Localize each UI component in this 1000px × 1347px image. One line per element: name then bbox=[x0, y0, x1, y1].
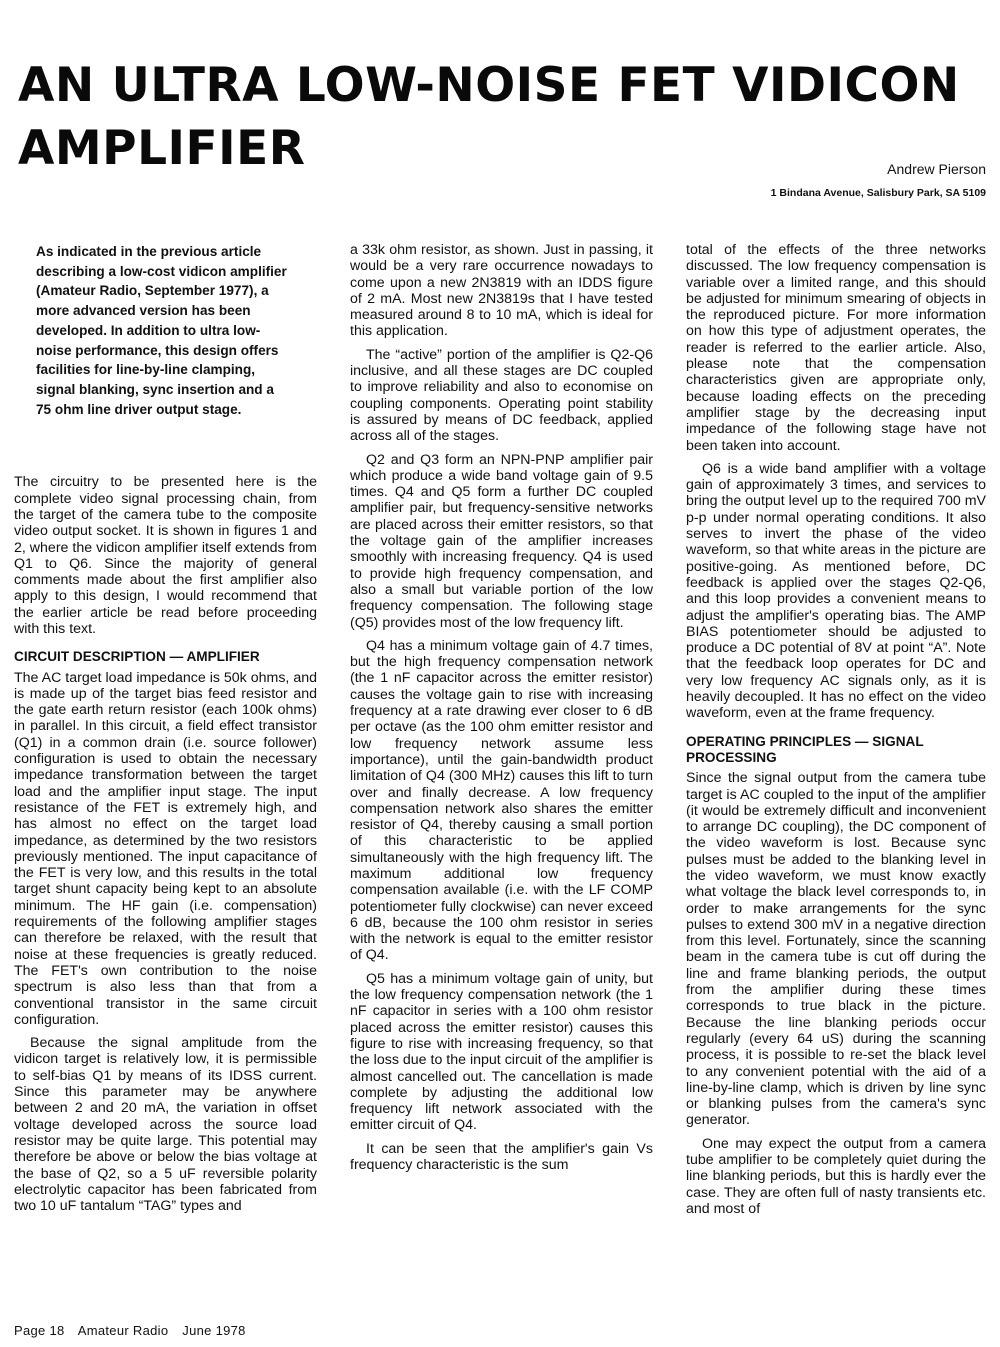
column-2 bbox=[350, 242, 653, 1180]
paragraph: Q6 is a wide band amplifier with a voltage gain of approximately 3 times, and services to bring the output level up to the required 700 mV p-p under normal operating conditions. It also serves to invert the phase of the video waveform, so that white areas in the picture are positive-going. As mentioned before, DC feedback is applied over the stages Q2-Q6, and this loop provides a convenient means to adjust the amplifier's operating bias. The AMP BIAS potentiometer should be adjusted to produce a DC potential of 8V at point “A”. Note that the feedback loop operates for DC and very low frequency AC signals only, as it is heavily decoupled. It has no effect on the video waveform, even at the frame frequency. bbox=[686, 460, 986, 722]
paragraph: The “active” portion of the amplifier is Q2-Q6 inclusive, and all these stages are DC coupled to improve reliability and also to economise on coupling components. Operating point stability is assured by means of DC feedback, applied across all of the stages. bbox=[350, 346, 653, 445]
paragraph: The AC target load impedance is 50k ohms, and is made up of the target bias feed resistor and the gate earth return resistor (each 100k ohms) in parallel. In this circuit, a field effect transistor (Q1) in a common drain (i.e. source follower) configuration is used to obtain the necessary impedance transformation between the target load and the amplifier input stage. The input resistance of the FET is extremely high, and has almost no effect on the target load impedance, as determined by the two resistors previously mentioned. The input capacitance of the FET is very low, and this results in the total target shunt capacity being kept to an absolute minimum. The HF gain (i.e. compensation) requirements of the following amplifier stages can therefore be relaxed, with the result that noise at these frequencies is greatly reduced. The FET's own contribution to the noise spectrum is also less than that from a conventional transistor in the same circuit configuration. bbox=[14, 669, 317, 1028]
column-1 bbox=[14, 242, 317, 1221]
paragraph: Because the signal amplitude from the vidicon target is relatively low, it is permissible to self-bias Q1 by means of its IDSS current. Since this parameter may be anywhere between 2 and 20 mA, the variation in offset voltage developed across the source load resistor may be quite large. This potential may therefore be above or below the bias voltage at the base of Q2, so a 5 uF reversible polarity electrolytic capacitor has been fabricated from two 10 uF tantalum “TAG” types and bbox=[14, 1035, 317, 1215]
issue-date: June 1978 bbox=[182, 1323, 246, 1338]
section-heading: CIRCUIT DESCRIPTION — AMPLIFIER bbox=[14, 649, 260, 665]
paragraph: total of the effects of the three networks discussed. The low frequency compensation is variable over a limited range, and this should be adjusted for minimum smearing of objects in the reproduced picture. For more information on how this type of adjustment operates, the reader is referred to the earlier article. Also, please note that the compensation characteristics given are appropriate only, because loading effects on the preceding amplifier stage by the decreasing input impedance of the following stage have not been taken into account. bbox=[686, 242, 986, 454]
paragraph: a 33k ohm resistor, as shown. Just in passing, it would be a very rare occurrence nowadays to come upon a new 2N3819 with an IDDS figure of 2 mA. Most new 2N3819s that I have tested measured around 8 to 10 mA, which is ideal for this application. bbox=[350, 242, 653, 340]
paragraph: The circuitry to be presented here is the complete video signal processing chain, from the target of the camera tube to the composite video output socket. It is shown in figures 1 and 2, where the vidicon amplifier itself extends from Q1 to Q6. Since the majority of general comments made about the first amplifier also apply to this design, I would recommend that the earlier article be read before proceeding with this text. bbox=[14, 474, 317, 637]
section-heading: OPERATING PRINCIPLES — SIGNAL PROCESSING bbox=[686, 733, 924, 765]
intro-paragraph: As indicated in the previous article describing a low-cost vidicon amplifier (Amateur Radio, September 1977), a more advanced version has been developed. In addition to ultra low-noise performance, this design offers facilities for line-by-line clamping, signal blanking, sync insertion and a 75 ohm line driver output stage. bbox=[36, 244, 287, 417]
author-address: 1 Bindana Avenue, Salisbury Park, SA 5109 bbox=[770, 187, 986, 199]
article-title: AN ULTRA LOW-NOISE FET VIDICON AMPLIFIER bbox=[18, 58, 960, 176]
byline bbox=[771, 160, 986, 202]
paragraph: Since the signal output from the camera tube target is AC coupled to the input of the amplifier (it would be extremely difficult and inconvenient to arrange DC coupling), the DC component of the video waveform is lost. Because sync pulses must be added to the blanking level in the video waveform, we must know exactly what voltage the black level corresponds to, in order to make arrangements for the sync pulses to extend 300 mV in a negative direction from this level. Fortunately, since the scanning beam in the camera tube is cut off during the line and frame blanking periods, the output from the amplifier during these times corresponds to true black in the picture. Because the line blanking periods occur regularly (every 64 uS) during the scanning process, it is possible to re-set the black level to any convenient potential with the aid of a line-by-line clamp, which is driven by line sync or blanking pulses from the camera's sync generator. bbox=[686, 770, 986, 1129]
paragraph: One may expect the output from a camera tube amplifier to be completely quiet during the line blanking periods, but this is hardly ever the case. They are often full of nasty transients etc. and most of bbox=[686, 1135, 986, 1217]
page-footer bbox=[14, 1323, 256, 1338]
paragraph: Q5 has a minimum voltage gain of unity, but the low frequency compensation network (the 1 nF capacitor in series with a 100 ohm resistor placed across the emitter resistor) causes this figure to rise with increasing frequency, so that the loss due to the input circuit of the amplifier is almost cancelled out. The cancellation is made complete by adjusting the additional low frequency lift network associated with the emitter circuit of Q4. bbox=[350, 970, 653, 1134]
column-3 bbox=[686, 242, 986, 1224]
author-name: Andrew Pierson bbox=[887, 161, 986, 177]
paragraph: Q4 has a minimum voltage gain of 4.7 times, but the high frequency compensation network (the 1 nF capacitor across the emitter resistor) causes the voltage gain to rise with increasing frequency at a rate drawing ever closer to 6 dB per octave (as the 100 ohm emitter resistor and low frequency network assume less importance), until the gain-bandwidth product limitation of Q4 (300 MHz) causes this lift to turn over and finally decrease. A low frequency compensation network also shares the emitter resistor of Q4, thereby causing a small portion of this characteristic to be applied simultaneously with the high frequency lift. The maximum additional low frequency compensation available (i.e. with the LF COMP potentiometer fully clockwise) can never exceed 6 dB, because the 100 ohm resistor in series with the network is equal to the emitter resistor of Q4. bbox=[350, 637, 653, 964]
magazine-name: Amateur Radio bbox=[77, 1323, 169, 1338]
page-number: Page 18 bbox=[14, 1323, 65, 1338]
paragraph: Q2 and Q3 form an NPN-PNP amplifier pair which produce a wide band voltage gain of 9.5 times. Q4 and Q5 form a further DC coupled amplifier pair, but frequency-sensitive networks are placed across their emitter resistors, so that the voltage gain of the amplifier increases smoothly with increasing frequency. Q4 is used to provide high frequency compensation, and also a small but variable portion of the low frequency compensation. The following stage (Q5) provides most of the low frequency lift. bbox=[350, 451, 653, 631]
paragraph: It can be seen that the amplifier's gain Vs frequency characteristic is the sum bbox=[350, 1140, 653, 1174]
